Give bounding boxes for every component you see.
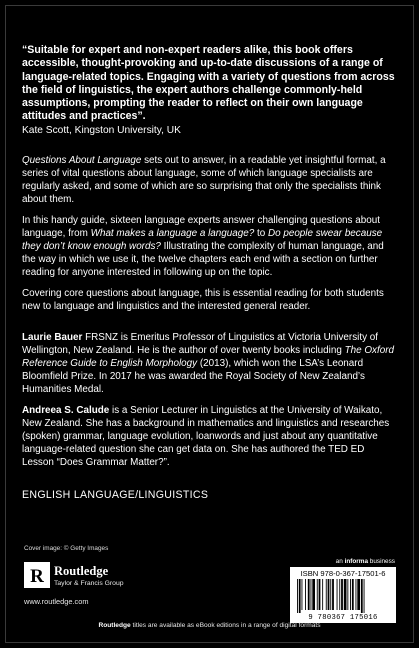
publisher-group: Taylor & Francis Group [54,580,124,587]
isbn-barcode-block [290,567,396,623]
barcode-bar [344,579,347,610]
barcode-bar [297,579,298,613]
subject-category: ENGLISH LANGUAGE/LINGUISTICS [22,488,209,501]
author-bio-calude: Andreea S. Calude is a Senior Lecturer in Linguistics at the University of Waikato, New Zealand. She has a background in mathematics and linguistics and researches (spoken) grammar, language evolution, loanwords and just about any quantitative language-related question she can get data on. She has authored the TED ED Lesson “Does Grammar Matter?”. [22,404,390,468]
informa-tagline: an informa business [335,558,395,565]
barcode-bar [311,579,312,610]
barcode-bar [347,579,348,610]
description-paragraph-2: In this handy guide, sixteen language experts answer challenging questions about language, from What makes a language a language? to Do people swear because they don’t know enough words? Illustrating the complexity of human language, and the way in which we use it, the twelve chapters each end with a section on further reading for anyone interested in following up on the topic. [22,214,384,278]
barcode-bar [319,579,321,610]
barcode-bar [352,579,354,610]
cover-image-credit: Cover image: © Getty Images [24,545,109,552]
routledge-logo-icon [24,562,50,588]
barcode-bar [332,579,334,610]
barcode-bar [356,579,357,610]
barcode-bar [337,579,338,610]
author-bio-bauer: Laurie Bauer FRSNZ is Emeritus Professor of Linguistics at Victoria University of Wellington, New Zealand. He is the author of over twenty books including The Oxford Reference Guide to English Morphology (2013), which won the LSA’s Leonard Bloomfield Prize. In 2017 he was awarded the Royal Society of New Zealand’s Humanities Medal. [22,331,394,395]
svg-text:R: R [30,566,44,587]
barcode-bar [364,579,365,613]
barcode-bar [317,579,318,610]
endorsement-attribution: Kate Scott, Kingston University, UK [22,124,181,136]
description-paragraph-3: Covering core questions about language, this is essential reading for both students new to language and linguistics and the interested general reader. [22,287,384,312]
barcode-digits: 9 780367 175016 [308,614,378,622]
book-title: Questions About Language [22,154,142,166]
author-name: Laurie Bauer [22,331,83,343]
endorsement-quote: “Suitable for expert and non-expert readers alike, this book offers accessible, thought-provoking and up-to-date discussions of a range of language-related topics. Engaging with a variety of questions from across the field of linguistics, the expert authors challenge commonly-held assumptions, prompting the reader to reflect on their own language attitudes and practices”. [22,44,395,123]
barcode-bar [357,579,360,610]
isbn-label: ISBN 978-0-367-17501-6 [300,569,386,578]
publisher-website[interactable]: www.routledge.com [24,597,89,606]
barcode-bar [305,579,306,610]
description-paragraph-1: Questions About Language sets out to answer, in a readable yet insightful format, a series of vital questions about language, some of which language specialists are regularly asked, and some of which are so surprising that only the specialists think about them. [22,154,386,205]
publisher-name: Routledge [54,564,109,578]
ebook-footer: Routledge titles are available as eBook editions in a range of digital formats [98,622,321,629]
barcode-bar [302,579,303,610]
barcode-bar [322,579,323,610]
barcode-bar [341,579,343,610]
barcode-bar [299,579,301,613]
barcode-icon [295,579,391,613]
barcode-bar [308,579,310,610]
barcode-bar [330,579,331,610]
barcode-bar [350,579,351,610]
barcode-bar [339,579,340,610]
cover-content [22,44,397,501]
barcode-bar [326,579,327,610]
barcode-bar [312,579,315,610]
barcode-bar [361,579,363,613]
author-name: Andreea S. Calude [22,404,110,416]
barcode-bar [328,579,330,610]
